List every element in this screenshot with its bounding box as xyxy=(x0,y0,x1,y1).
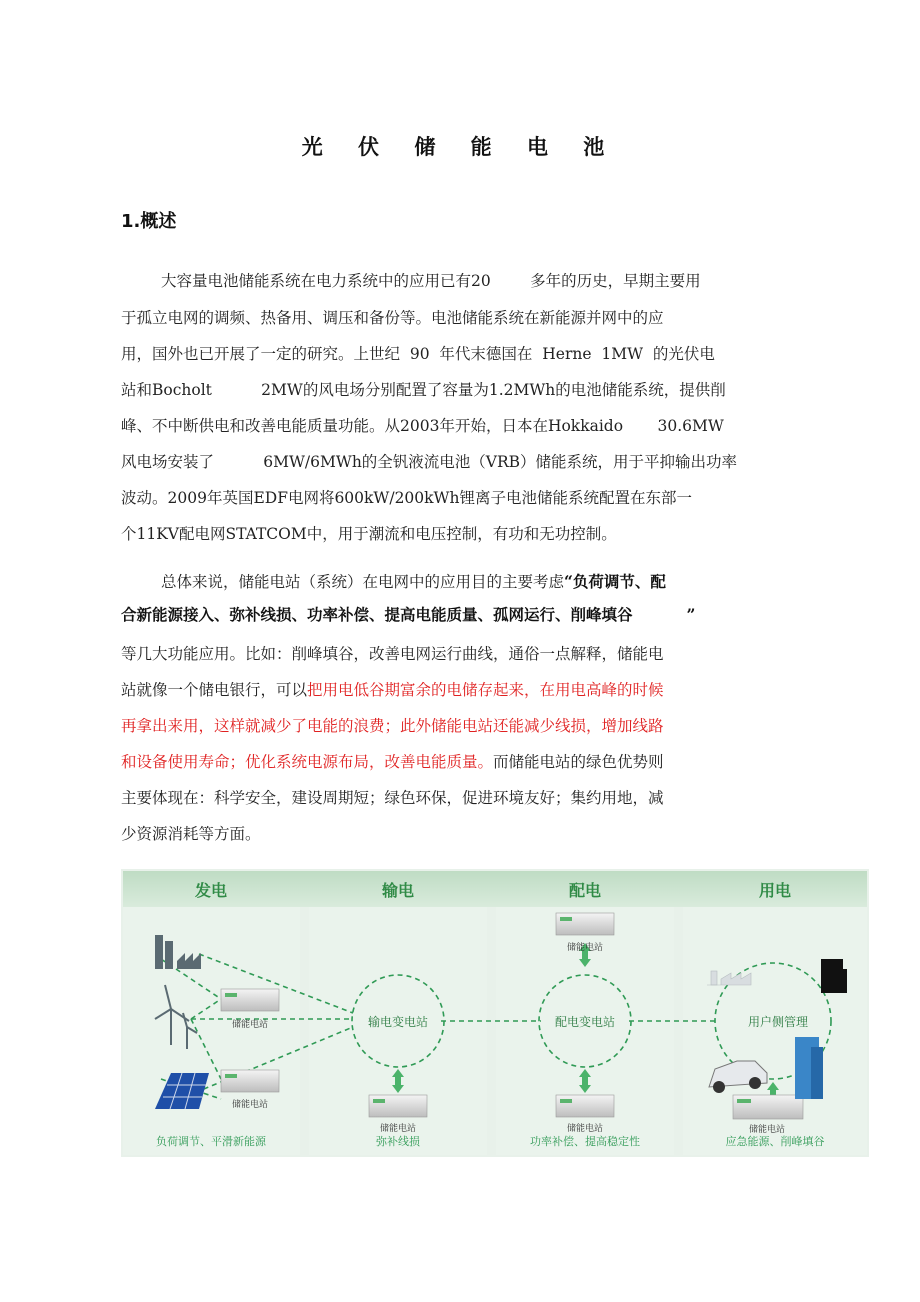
station-label: 储能电站 xyxy=(566,943,604,953)
para2-line-3: 等几大功能应用。比如：削峰填谷，改善电网运行曲线，通俗一点解释，储能电 xyxy=(121,645,664,663)
para2-text: 站就像一个储电银行，可以 xyxy=(121,681,308,699)
para2-line-2: 合新能源接入、弥补线损、功率补偿、提高电能质量、孤网运行、削峰填谷 ” xyxy=(121,605,696,624)
para2-emphasis: “负荷调节、配 xyxy=(564,572,666,591)
column-header: 用电 xyxy=(758,881,792,900)
para1-line: 用，国外也已开展了一定的研究。上世纪 90 年代末德国在 Herne 1MW 的光伏电 xyxy=(121,345,715,363)
hub-label: 配电变电站 xyxy=(554,1015,616,1029)
hub-label: 输电变电站 xyxy=(367,1015,429,1029)
column-header: 发电 xyxy=(194,881,228,900)
para2-line-4 xyxy=(121,680,664,700)
station-label: 储能电站 xyxy=(379,1124,417,1134)
para2-text: 而储能电站的绿色优势则 xyxy=(493,753,664,771)
para2-text: 总体来说，储能电站（系统）在电网中的应用目的主要考虑 xyxy=(161,573,565,591)
column-caption: 负荷调节、平滑新能源 xyxy=(156,1135,266,1148)
para1-line: 于孤立电网的调频、热备用、调压和备份等。电池储能系统在新能源并网中的应 xyxy=(121,309,664,327)
para2-highlight: 把用电低谷期富余的电储存起来，在用电高峰的时候 xyxy=(307,681,664,699)
para1-line: 站和Bocholt 2MW的风电场分别配置了容量为1.2MWh的电池储能系统，提供削 xyxy=(121,381,726,399)
column-panel xyxy=(123,871,300,1155)
station-label: 储能电站 xyxy=(231,1100,269,1110)
section-heading: 1.概述 xyxy=(121,211,177,232)
column-header: 输电 xyxy=(381,881,415,900)
page-title: 光 伏 储 能 电 池 xyxy=(301,135,619,159)
header-band xyxy=(123,871,867,907)
para2-line-5: 再拿出来用，这样就减少了电能的浪费；此外储能电站还能减少线损，增加线路 xyxy=(121,717,664,735)
column-caption: 应急能源、削峰填谷 xyxy=(725,1135,825,1148)
column-caption: 弥补线损 xyxy=(376,1135,420,1148)
para1-line: 个11KV配电网STATCOM中，用于潮流和电压控制，有功和无功控制。 xyxy=(121,525,617,543)
hub-label: 用户侧管理 xyxy=(747,1015,809,1029)
para1-line: 峰、不中断供电和改善电能质量功能。从2003年开始，日本在Hokkaido 30.6MW xyxy=(121,417,724,435)
para2-line-6 xyxy=(121,752,664,772)
para2-line-1 xyxy=(161,572,666,592)
para1-line: 大容量电池储能系统在电力系统中的应用已有20 多年的历史，早期主要用 xyxy=(161,272,701,290)
station-label: 储能电站 xyxy=(231,1020,269,1030)
station-label: 储能电站 xyxy=(748,1125,786,1135)
para2-highlight: 和设备使用寿命；优化系统电源布局，改善电能质量。 xyxy=(121,753,494,771)
para1-line: 波动。2009年英国EDF电网将600kW/200kWh锂离子电池储能系统配置在东部一 xyxy=(121,489,692,507)
column-header: 配电 xyxy=(568,881,602,900)
skyscraper-icon xyxy=(795,1037,823,1099)
para1-line: 风电场安装了 6MW/6MWh的全钒液流电池（VRB）储能系统，用于平抑输出功率 xyxy=(121,453,738,471)
para2-line-8: 少资源消耗等方面。 xyxy=(121,825,261,843)
station-label: 储能电站 xyxy=(566,1124,604,1134)
energy-storage-diagram xyxy=(121,869,869,1157)
para2-line-7: 主要体现在：科学安全，建设周期短；绿色环保，促进环境友好；集约用地，减 xyxy=(121,789,664,807)
column-caption: 功率补偿、提高稳定性 xyxy=(530,1135,640,1148)
